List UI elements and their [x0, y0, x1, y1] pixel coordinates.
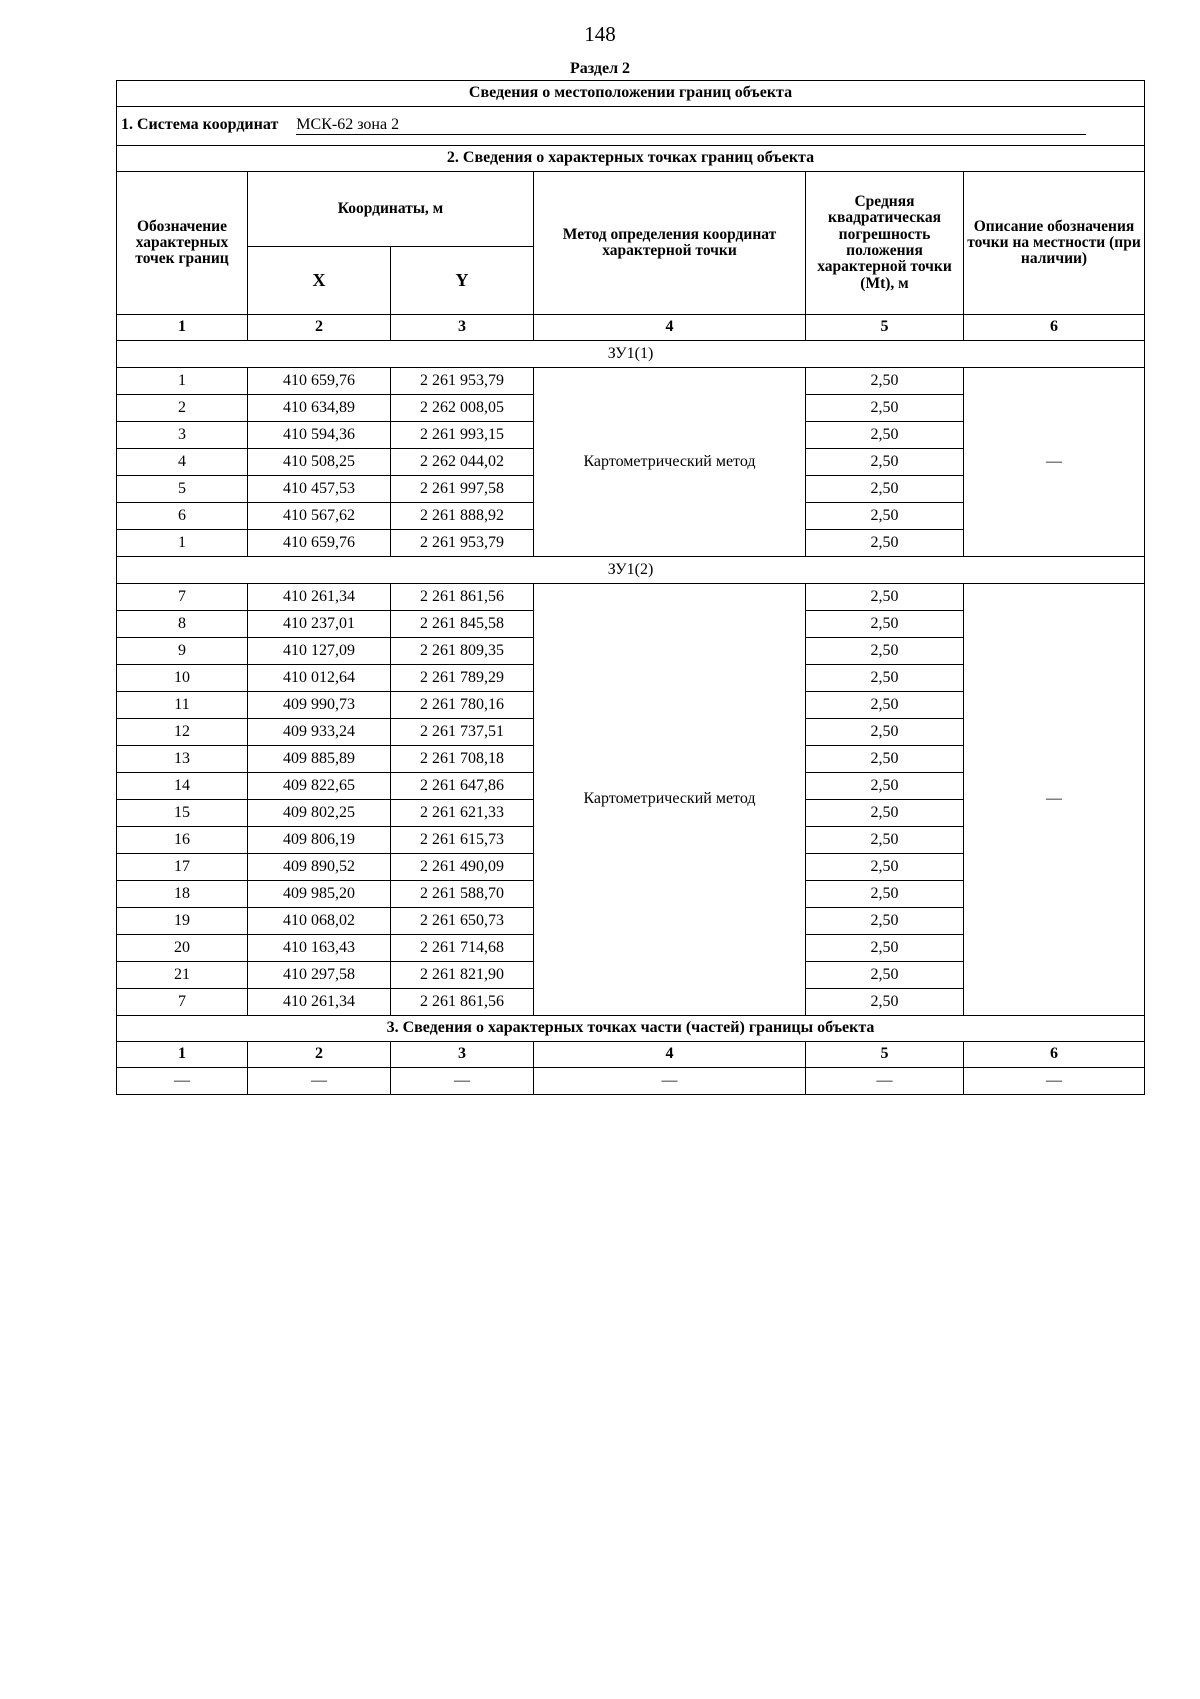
col-number: 1 [117, 1042, 248, 1068]
mt-value: 2,50 [806, 854, 964, 881]
coord-x: 410 297,58 [248, 962, 391, 989]
coord-x: 410 261,34 [248, 584, 391, 611]
coord-x: 410 659,76 [248, 368, 391, 395]
point-number: 8 [117, 611, 248, 638]
column-numbers-row [117, 315, 1145, 341]
table-row [117, 368, 1145, 395]
parts-cell: — [391, 1068, 534, 1095]
coord-y: 2 261 737,51 [391, 719, 534, 746]
mt-value: 2,50 [806, 800, 964, 827]
mt-value: 2,50 [806, 584, 964, 611]
point-number: 6 [117, 503, 248, 530]
header-method: Метод определения координат характерной точки [534, 172, 806, 315]
mt-value: 2,50 [806, 665, 964, 692]
header-description: Описание обозначения точки на местности (при наличии) [964, 172, 1145, 315]
coord-y: 2 261 845,58 [391, 611, 534, 638]
header-coords: Координаты, м [248, 172, 534, 247]
parts-cell: — [806, 1068, 964, 1095]
point-number: 7 [117, 989, 248, 1016]
point-number: 5 [117, 476, 248, 503]
coord-x: 410 594,36 [248, 422, 391, 449]
header-point: Обозначение характерных точек границ [117, 172, 248, 315]
header-x: X [248, 247, 391, 315]
coord-y: 2 261 621,33 [391, 800, 534, 827]
point-number: 15 [117, 800, 248, 827]
coord-x: 409 985,20 [248, 881, 391, 908]
coord-x: 410 457,53 [248, 476, 391, 503]
coord-x: 410 567,62 [248, 503, 391, 530]
point-number: 14 [117, 773, 248, 800]
mt-value: 2,50 [806, 935, 964, 962]
coord-x: 409 990,73 [248, 692, 391, 719]
coord-y: 2 261 888,92 [391, 503, 534, 530]
coord-x: 409 822,65 [248, 773, 391, 800]
col-number: 3 [391, 1042, 534, 1068]
col-number: 2 [248, 315, 391, 341]
table-row [117, 584, 1145, 611]
coord-y: 2 261 993,15 [391, 422, 534, 449]
coord-y: 2 261 861,56 [391, 989, 534, 1016]
mt-value: 2,50 [806, 989, 964, 1016]
coord-x: 410 127,09 [248, 638, 391, 665]
coord-x: 410 237,01 [248, 611, 391, 638]
mt-value: 2,50 [806, 449, 964, 476]
mt-value: 2,50 [806, 881, 964, 908]
coord-system-value: МСК-62 зона 2 [296, 117, 1086, 136]
point-number: 12 [117, 719, 248, 746]
col-number: 6 [964, 315, 1145, 341]
coord-x: 410 261,34 [248, 989, 391, 1016]
coord-x: 410 508,25 [248, 449, 391, 476]
header-error: Средняя квадратическая погрешность положения характерной точки (Mt), м [806, 172, 964, 315]
coord-y: 2 261 789,29 [391, 665, 534, 692]
coord-y: 2 261 861,56 [391, 584, 534, 611]
coord-y: 2 261 997,58 [391, 476, 534, 503]
point-number: 20 [117, 935, 248, 962]
mt-value: 2,50 [806, 368, 964, 395]
page-number: 148 [584, 22, 616, 46]
coord-x: 410 068,02 [248, 908, 391, 935]
coord-x: 409 890,52 [248, 854, 391, 881]
coord-y: 2 261 650,73 [391, 908, 534, 935]
col-number: 4 [534, 1042, 806, 1068]
coord-y: 2 261 821,90 [391, 962, 534, 989]
mt-value: 2,50 [806, 611, 964, 638]
mt-value: 2,50 [806, 692, 964, 719]
parts-title: 3. Сведения о характерных точках части (частей) границы объекта [117, 1016, 1145, 1042]
col-number: 6 [964, 1042, 1145, 1068]
section-title: Раздел 2 [569, 60, 631, 77]
coord-y: 2 261 714,68 [391, 935, 534, 962]
mt-value: 2,50 [806, 746, 964, 773]
boundary-table [116, 80, 1145, 1095]
coord-x: 410 012,64 [248, 665, 391, 692]
point-number: 1 [117, 368, 248, 395]
point-number: 7 [117, 584, 248, 611]
mt-value: 2,50 [806, 638, 964, 665]
coord-y: 2 261 953,79 [391, 368, 534, 395]
point-number: 1 [117, 530, 248, 557]
group-name: ЗУ1(1) [117, 341, 1145, 368]
description-cell: — [964, 368, 1145, 557]
description-cell: — [964, 584, 1145, 1016]
coord-y: 2 261 708,18 [391, 746, 534, 773]
point-number: 11 [117, 692, 248, 719]
table-title: Сведения о местоположении границ объекта [117, 81, 1145, 107]
coord-y: 2 261 809,35 [391, 638, 534, 665]
coord-y: 2 261 953,79 [391, 530, 534, 557]
mt-value: 2,50 [806, 395, 964, 422]
col-number: 3 [391, 315, 534, 341]
mt-value: 2,50 [806, 503, 964, 530]
point-number: 17 [117, 854, 248, 881]
coord-system-label: 1. Система координат [121, 115, 279, 133]
points-title: 2. Сведения о характерных точках границ объекта [117, 146, 1145, 172]
parts-cell: — [964, 1068, 1145, 1095]
coord-y: 2 261 647,86 [391, 773, 534, 800]
point-number: 10 [117, 665, 248, 692]
mt-value: 2,50 [806, 422, 964, 449]
mt-value: 2,50 [806, 908, 964, 935]
group-header-row [117, 341, 1145, 368]
method-cell: Картометрический метод [534, 368, 806, 557]
point-number: 2 [117, 395, 248, 422]
point-number: 16 [117, 827, 248, 854]
col-number: 5 [806, 1042, 964, 1068]
mt-value: 2,50 [806, 476, 964, 503]
coord-y: 2 262 044,02 [391, 449, 534, 476]
col-number: 2 [248, 1042, 391, 1068]
point-number: 13 [117, 746, 248, 773]
point-number: 19 [117, 908, 248, 935]
point-number: 21 [117, 962, 248, 989]
coord-system-row [117, 107, 1145, 146]
point-number: 18 [117, 881, 248, 908]
mt-value: 2,50 [806, 962, 964, 989]
parts-cell: — [534, 1068, 806, 1095]
group-name: ЗУ1(2) [117, 557, 1145, 584]
coord-x: 410 163,43 [248, 935, 391, 962]
parts-cell: — [117, 1068, 248, 1095]
group-header-row [117, 557, 1145, 584]
parts-cell: — [248, 1068, 391, 1095]
mt-value: 2,50 [806, 530, 964, 557]
coord-y: 2 261 490,09 [391, 854, 534, 881]
coord-x: 410 634,89 [248, 395, 391, 422]
header-y: Y [391, 247, 534, 315]
coord-y: 2 261 615,73 [391, 827, 534, 854]
col-number: 1 [117, 315, 248, 341]
method-cell: Картометрический метод [534, 584, 806, 1016]
coord-y: 2 261 588,70 [391, 881, 534, 908]
coord-x: 409 802,25 [248, 800, 391, 827]
mt-value: 2,50 [806, 719, 964, 746]
coord-y: 2 261 780,16 [391, 692, 534, 719]
col-number: 4 [534, 315, 806, 341]
coord-x: 410 659,76 [248, 530, 391, 557]
col-number: 5 [806, 315, 964, 341]
coord-x: 409 933,24 [248, 719, 391, 746]
mt-value: 2,50 [806, 827, 964, 854]
mt-value: 2,50 [806, 773, 964, 800]
point-number: 4 [117, 449, 248, 476]
point-number: 9 [117, 638, 248, 665]
parts-row [117, 1068, 1145, 1095]
coord-x: 409 806,19 [248, 827, 391, 854]
point-number: 3 [117, 422, 248, 449]
coord-x: 409 885,89 [248, 746, 391, 773]
coord-y: 2 262 008,05 [391, 395, 534, 422]
parts-column-numbers-row [117, 1042, 1145, 1068]
